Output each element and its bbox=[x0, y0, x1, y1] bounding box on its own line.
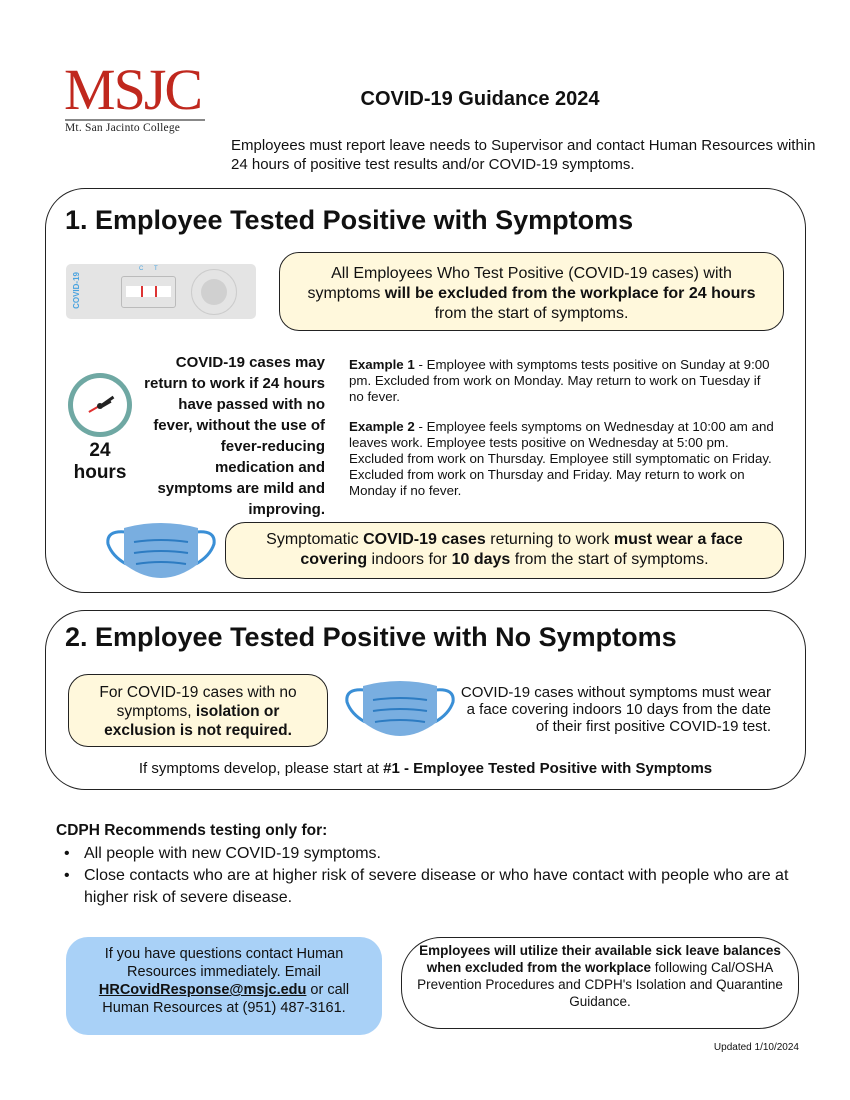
no-symptoms-callout: For COVID-19 cases with no symptoms, isolation or exclusion is not required. bbox=[68, 674, 328, 747]
section-2-heading: 2. Employee Tested Positive with No Symptoms bbox=[65, 622, 677, 652]
msjc-logo: MSJC bbox=[64, 57, 202, 122]
sick-leave-box: Employees will utilize their available sick leave balances when excluded from the workplace following Cal/OSHA Prevention Procedures and CDPH's Isolation and Quarantine Guidance. bbox=[401, 937, 799, 1029]
example-1: Example 1 - Employee with symptoms tests positive on Sunday at 9:00 pm. Excluded from work on Monday. May return to work on Tuesday if no fever. bbox=[349, 357, 770, 404]
test-t: T bbox=[154, 266, 158, 272]
intro-text: Employees must report leave needs to Supervisor and contact Human Resources within 24 hours of positive test results and/or COVID-19 symptoms. bbox=[231, 137, 816, 173]
example-2: Example 2 - Employee feels symptoms on Wednesday at 10:00 am and leaves work. Employee tests positive on Wednesday at 5:00 pm. Excluded from work on Thursday. Employee still symptomatic on Friday. Excluded from work on Thursday and Friday. May return to work on Monday if no fever. bbox=[349, 419, 774, 498]
face-covering-callout: Symptomatic COVID-19 cases returning to work must wear a face covering indoors for 10 days from the start of symptoms. bbox=[225, 522, 784, 579]
cdph-heading: CDPH Recommends testing only for: bbox=[56, 822, 328, 839]
list-item: • Close contacts who are at higher risk of severe disease or who have contact with people who are at higher risk of severe disease. bbox=[56, 865, 796, 909]
test-kit-label: COVID-19 bbox=[72, 272, 81, 309]
list-item: • All people with new COVID-19 symptoms. bbox=[56, 843, 796, 865]
no-symptoms-mask-text: COVID-19 cases without symptoms must wear a face covering indoors 10 days from the date of their first positive COVID-19 test. bbox=[460, 684, 771, 735]
clock-label: 24 hours bbox=[73, 440, 127, 483]
test-kit-icon bbox=[66, 264, 256, 319]
contact-box: If you have questions contact Human Resources immediately. Email HRCovidResponse@msjc.edu or call Human Resources at (951) 487-3161. bbox=[66, 937, 382, 1035]
clock-icon bbox=[68, 373, 132, 437]
symptoms-develop-note: If symptoms develop, please start at #1 - Employee Tested Positive with Symptoms bbox=[138, 760, 713, 777]
updated-date: Updated 1/10/2024 bbox=[713, 1042, 799, 1053]
face-mask-icon-2 bbox=[343, 678, 457, 742]
page-title: COVID-19 Guidance 2024 bbox=[360, 88, 600, 110]
cdph-list bbox=[56, 843, 796, 909]
section-1-heading: 1. Employee Tested Positive with Symptoms bbox=[65, 205, 634, 235]
logo-subtitle: Mt. San Jacinto College bbox=[65, 119, 205, 135]
return-criteria: COVID-19 cases may return to work if 24 hours have passed with no fever, without the use of fever-reducing medication and symptoms are mild and improving. bbox=[144, 354, 325, 518]
face-mask-icon bbox=[104, 520, 218, 584]
test-c: C bbox=[139, 266, 144, 272]
hr-email-link[interactable]: HRCovidResponse@msjc.edu bbox=[98, 982, 307, 998]
exclusion-callout: All Employees Who Test Positive (COVID-19 cases) with symptoms will be excluded from the workplace for 24 hours from the start of symptoms. bbox=[279, 252, 784, 331]
